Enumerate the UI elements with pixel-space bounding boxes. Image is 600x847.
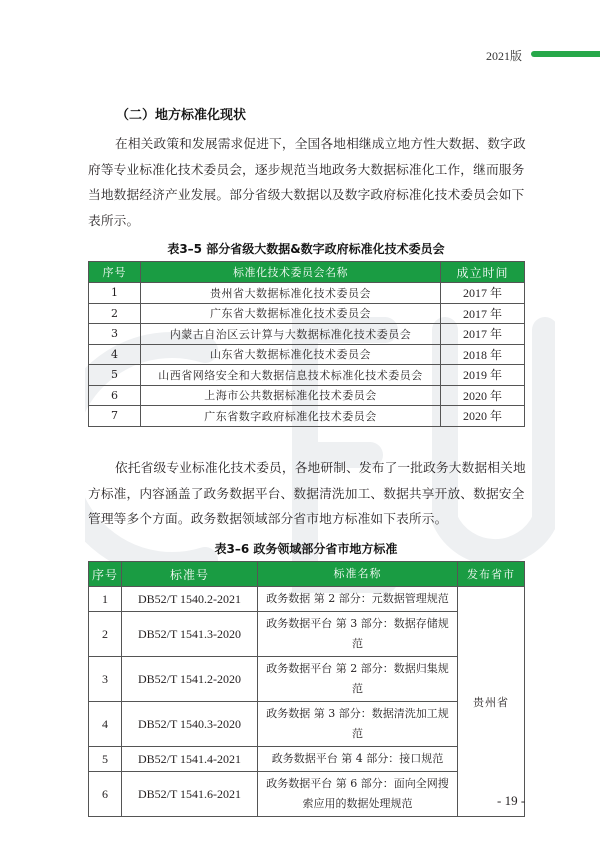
- cell-standard-name: 政务数据 第 3 部分：数据清洗加工规范: [258, 702, 458, 747]
- col-header-index: 序号: [89, 562, 122, 587]
- cell-province: 贵州省: [458, 587, 525, 817]
- cell-founded: 2018 年: [441, 344, 525, 365]
- cell-committee: 山东省大数据标准化技术委员会: [141, 344, 441, 365]
- edition-accent-bar: [531, 51, 600, 57]
- cell-standard-name: 政务数据平台 第 4 部分：接口规范: [258, 747, 458, 772]
- cell-committee: 上海市公共数据标准化技术委员会: [141, 385, 441, 406]
- cell-committee: 山西省网络安全和大数据信息技术标准化技术委员会: [141, 365, 441, 386]
- cell-index: 1: [89, 587, 122, 612]
- committee-table: [88, 261, 525, 427]
- cell-founded: 2017 年: [441, 303, 525, 324]
- cell-founded: 2017 年: [441, 324, 525, 345]
- table-row: [89, 303, 525, 324]
- col-header-province: 发布省市: [458, 562, 525, 587]
- cell-committee: 贵州省大数据标准化技术委员会: [141, 283, 441, 304]
- cell-index: 6: [89, 385, 141, 406]
- page-number: - 19 -: [497, 793, 526, 808]
- cell-founded: 2020 年: [441, 385, 525, 406]
- cell-standard-name: 政务数据平台 第 3 部分：数据存储规范: [258, 612, 458, 657]
- cell-standard-no: DB52/T 1541.4-2021: [122, 747, 258, 772]
- cell-index: 4: [89, 702, 122, 747]
- col-header-committee: 标准化技术委员会名称: [141, 262, 441, 283]
- cell-standard-no: DB52/T 1540.2-2021: [122, 587, 258, 612]
- table-row: [89, 283, 525, 304]
- cell-standard-name: 政务数据 第 2 部分：元数据管理规范: [258, 587, 458, 612]
- table-row: [89, 324, 525, 345]
- cell-index: 3: [89, 324, 141, 345]
- cell-standard-no: DB52/T 1541.3-2020: [122, 612, 258, 657]
- cell-index: 4: [89, 344, 141, 365]
- standards-paragraph: 依托省级专业标准化技术委员，各地研制、发布了一批政务大数据相关地方标准，内容涵盖了政务数据平台、数据清洗加工、数据共享开放、数据安全管理等多个方面。政务数据领域部分省市地方标准如下表所示。: [88, 460, 526, 526]
- cell-founded: 2017 年: [441, 283, 525, 304]
- cell-founded: 2019 年: [441, 365, 525, 386]
- cell-index: 5: [89, 747, 122, 772]
- table-row: [89, 406, 525, 427]
- intro-paragraph: 在相关政策和发展需求促进下，全国各地相继成立地方性大数据、数字政府等专业标准化技术委员会，逐步规范当地政务大数据标准化工作，继而服务当地数据经济产业发展。部分省级大数据以及数字政府标准化技术委员会如下表所示。: [88, 136, 526, 228]
- cell-index: 6: [89, 772, 122, 817]
- section-heading: （二）地方标准化现状: [116, 108, 247, 123]
- table2-title: 表3–6 政务领域部分省市地方标准: [214, 542, 398, 556]
- cell-standard-name: 政务数据平台 第 6 部分：面向全网搜索应用的数据处理规范: [258, 772, 458, 817]
- cell-committee: 广东省数字政府标准化技术委员会: [141, 406, 441, 427]
- cell-index: 2: [89, 612, 122, 657]
- table-row: [89, 344, 525, 365]
- col-header-index: 序号: [89, 262, 141, 283]
- cell-index: 5: [89, 365, 141, 386]
- table-row: [89, 365, 525, 386]
- cell-committee: 广东省大数据标准化技术委员会: [141, 303, 441, 324]
- table-row: [89, 587, 525, 612]
- cell-index: 1: [89, 283, 141, 304]
- cell-committee: 内蒙古自治区云计算与大数据标准化技术委员会: [141, 324, 441, 345]
- col-header-standard-no: 标准号: [122, 562, 258, 587]
- table1-title: 表3–5 部分省级大数据&数字政府标准化技术委员会: [167, 242, 445, 256]
- table-header-row: [89, 562, 525, 587]
- cell-index: 7: [89, 406, 141, 427]
- cell-standard-no: DB52/T 1541.2-2020: [122, 657, 258, 702]
- cell-index: 2: [89, 303, 141, 324]
- cell-founded: 2020 年: [441, 406, 525, 427]
- table-row: [89, 385, 525, 406]
- local-standards-table: [88, 561, 525, 817]
- col-header-standard-name: 标准名称: [258, 562, 458, 587]
- cell-standard-no: DB52/T 1541.6-2021: [122, 772, 258, 817]
- table-header-row: [89, 262, 525, 283]
- cell-standard-no: DB52/T 1540.3-2020: [122, 702, 258, 747]
- edition-label: 2021版: [486, 49, 523, 63]
- cell-index: 3: [89, 657, 122, 702]
- col-header-founded: 成立时间: [441, 262, 525, 283]
- cell-standard-name: 政务数据平台 第 2 部分：数据归集规范: [258, 657, 458, 702]
